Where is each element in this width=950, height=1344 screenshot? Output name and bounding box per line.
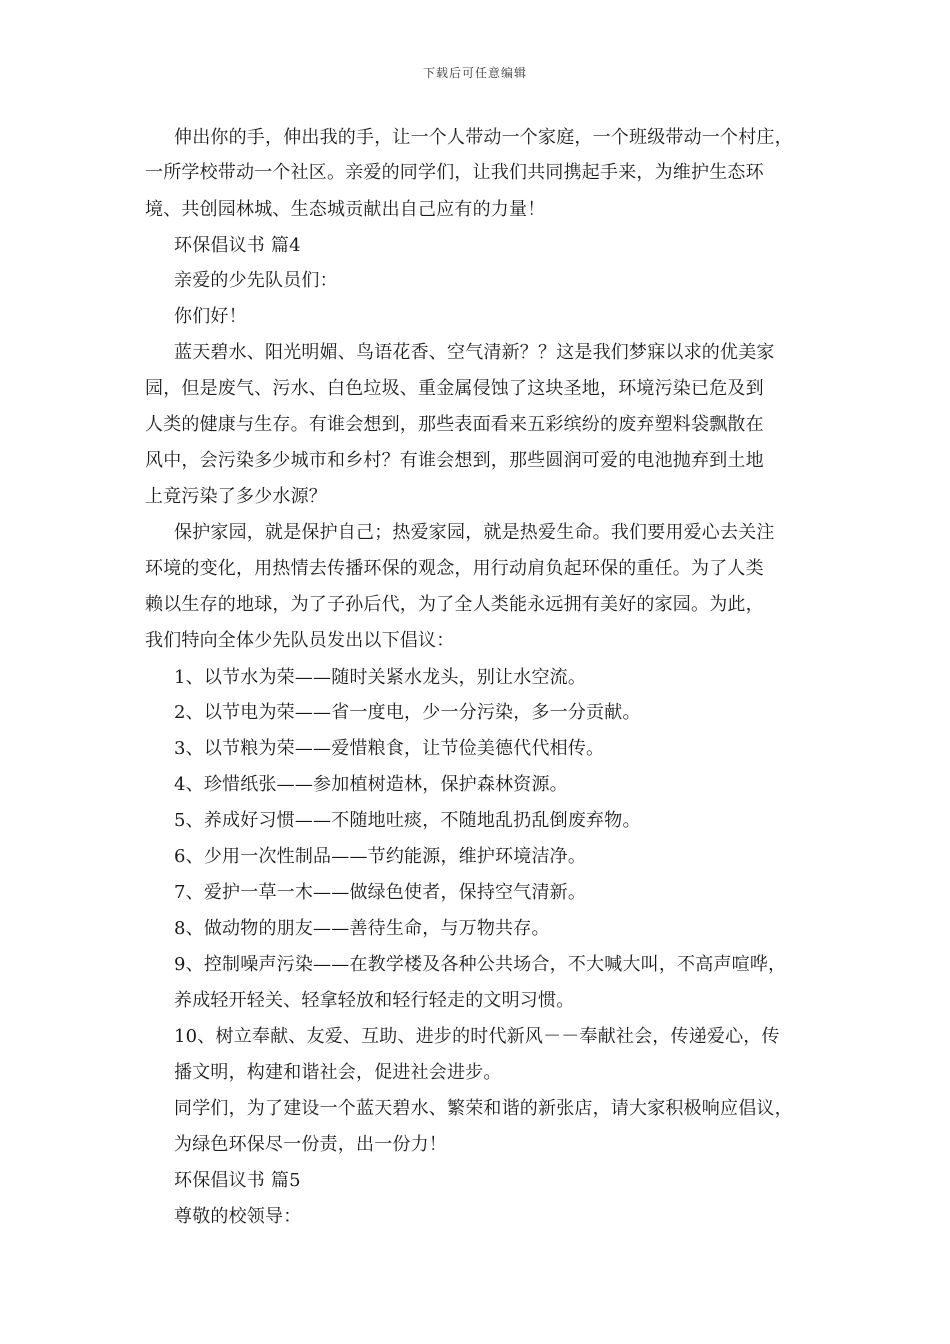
paragraph-line: 伸出你的手，伸出我的手，让一个人带动一个家庭，一个班级带动一个村庄， — [174, 127, 793, 148]
paragraph-line: 赖以生存的地球，为了子孙后代，为了全人类能永远拥有美好的家园。为此， — [145, 594, 764, 615]
salutation: 尊敬的校领导： — [174, 1206, 302, 1227]
list-item: 5、养成好习惯——不随地吐痰，不随地乱扔乱倒废弃物。 — [174, 810, 641, 831]
list-item: 7、爱护一草一木——做绿色使者，保持空气清新。 — [174, 882, 587, 903]
paragraph-line: 同学们，为了建设一个蓝天碧水、繁荣和谐的新张店，请大家积极响应倡议， — [174, 1098, 793, 1119]
paragraph-line: 为绿色环保尽一份责，出一份力！ — [174, 1134, 447, 1155]
paragraph-line: 上竟污染了多少水源？ — [145, 486, 327, 507]
list-item: 1、以节水为荣——随时关紧水龙头，别让水空流。 — [174, 667, 587, 688]
paragraph-line: 我们特向全体少先队员发出以下倡议： — [145, 630, 455, 651]
list-item-continuation: 播文明，构建和谐社会，促进社会进步。 — [174, 1062, 502, 1083]
greeting: 你们好！ — [174, 306, 247, 327]
paragraph-line: 境、共创园林城、生态城贡献出自己应有的力量！ — [145, 199, 546, 220]
paragraph-line: 园，但是废气、污水、白色垃圾、重金属侵蚀了这块圣地，环境污染已危及到 — [145, 378, 764, 399]
paragraph-line: 蓝天碧水、阳光明媚、鸟语花香、空气清新？？这是我们梦寐以求的优美家 — [174, 342, 775, 363]
paragraph-line: 环境的变化，用热情去传播环保的观念，用行动肩负起环保的重任。为了人类 — [145, 558, 764, 579]
list-item: 2、以节电为荣——省一度电，少一分污染，多一分贡献。 — [174, 702, 641, 723]
list-item: 6、少用一次性制品——节约能源，维护环境洁净。 — [174, 846, 587, 867]
list-item: 10、树立奉献、友爱、互助、进步的时代新风－－奉献社会，传递爱心，传 — [174, 1026, 780, 1047]
section-heading: 环保倡议书 篇4 — [174, 235, 301, 256]
list-item: 4、珍惜纸张——参加植树造林，保护森林资源。 — [174, 774, 568, 795]
salutation: 亲爱的少先队员们： — [174, 270, 338, 291]
list-item: 3、以节粮为荣——爱惜粮食，让节俭美德代代相传。 — [174, 738, 605, 759]
paragraph-line: 风中，会污染多少城市和乡村？有谁会想到，那些圆润可爱的电池抛弃到土地 — [145, 450, 764, 471]
list-item-continuation: 养成轻开轻关、轻拿轻放和轻行轻走的文明习惯。 — [174, 990, 575, 1011]
page-header: 下载后可任意编辑 — [422, 66, 527, 80]
section-heading: 环保倡议书 篇5 — [174, 1170, 301, 1191]
paragraph-line: 保护家园，就是保护自己；热爱家园，就是热爱生命。我们要用爱心去关注 — [174, 522, 775, 543]
paragraph-line: 人类的健康与生存。有谁会想到，那些表面看来五彩缤纷的废弃塑料袋飘散在 — [145, 414, 764, 435]
list-item: 8、做动物的朋友——善待生命，与万物共存。 — [174, 918, 550, 939]
list-item: 9、控制噪声污染——在教学楼及各种公共场合，不大喊大叫，不高声喧哗， — [174, 954, 787, 975]
paragraph-line: 一所学校带动一个社区。亲爱的同学们，让我们共同携起手来，为维护生态环 — [145, 162, 764, 183]
